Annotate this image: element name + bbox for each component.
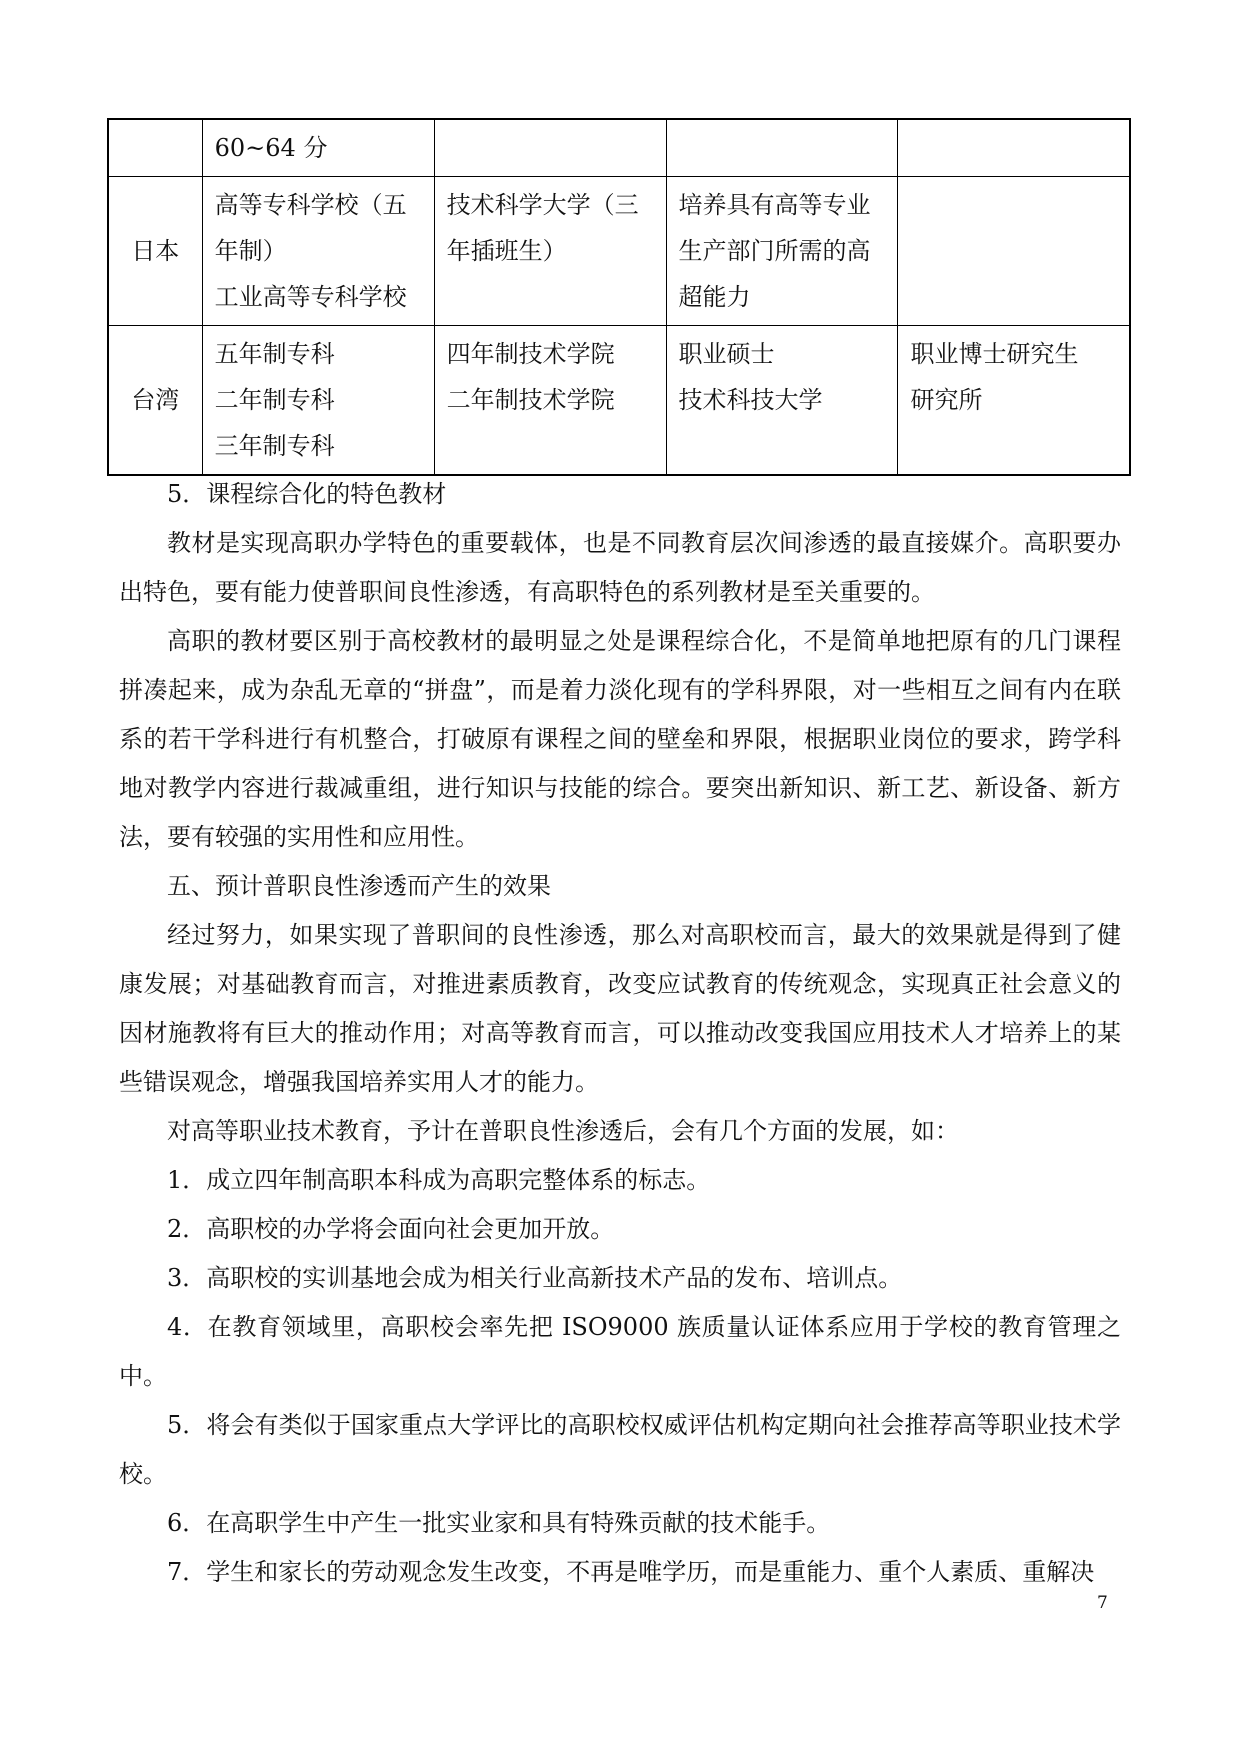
table-cell: [666, 119, 898, 177]
table-cell: [202, 119, 434, 177]
table-cell: [202, 177, 434, 326]
cell-text-line: 研究所: [910, 386, 983, 414]
paragraph: 高职的教材要区别于高校教材的最明显之处是课程综合化，不是简单地把原有的几门课程拼凑起来，成为杂乱无章的“拼盘”，而是着力淡化现有的学科界限，对一些相互之间有内在联系的若干学科进行有机整合，打破原有课程之间的壁垒和界限，根据职业岗位的要求，跨学科地对教学内容进行裁减重组，进行知识与技能的综合。要突出新知识、新工艺、新设备、新方法，要有较强的实用性和应用性。: [119, 627, 1121, 851]
table-cell: [434, 177, 666, 326]
cell-text-line: 年插班生）: [446, 237, 567, 265]
table-row: [108, 119, 1130, 177]
table-cell: [666, 177, 898, 326]
cell-text-line: 超能力: [678, 283, 751, 311]
table-row: [108, 177, 1130, 326]
cell-text-line: 生产部门所需的高: [678, 237, 871, 265]
cell-text-line: 高等专科学校（五: [214, 191, 407, 219]
cell-text-line: 二年制专科: [214, 386, 335, 414]
cell-text-line: 60~64 分: [214, 134, 328, 162]
table-body: [108, 119, 1130, 475]
region-cell: 日本: [108, 177, 202, 326]
paragraph: 2．高职校的办学将会面向社会更加开放。: [167, 1215, 615, 1243]
body-text: [119, 470, 1121, 1597]
region-cell: [108, 119, 202, 177]
cell-text-line: 职业博士研究生: [910, 340, 1079, 368]
comparison-table: [107, 118, 1131, 476]
table-cell: [898, 326, 1130, 476]
table-cell: [202, 326, 434, 476]
cell-text-line: 工业高等专科学校: [214, 283, 407, 311]
cell-text-line: 技术科学大学（三: [446, 191, 639, 219]
paragraph: 4．在教育领域里，高职校会率先把 ISO9000 族质量认证体系应用于学校的教育管理之中。: [119, 1313, 1121, 1390]
paragraph: 6．在高职学生中产生一批实业家和具有特殊贡献的技术能手。: [167, 1509, 831, 1537]
table-cell: [434, 119, 666, 177]
paragraph: 五、预计普职良性渗透而产生的效果: [167, 872, 551, 900]
page-number: 7: [1097, 1593, 1108, 1613]
table-row: [108, 326, 1130, 476]
paragraph: 1．成立四年制高职本科成为高职完整体系的标志。: [167, 1166, 711, 1194]
paragraph: 教材是实现高职办学特色的重要载体，也是不同教育层次间渗透的最直接媒介。高职要办出特色，要有能力使普职间良性渗透，有高职特色的系列教材是至关重要的。: [119, 529, 1121, 606]
table-cell: [898, 119, 1130, 177]
table-cell: [434, 326, 666, 476]
cell-text-line: 技术科技大学: [678, 386, 823, 414]
paragraph: 7．学生和家长的劳动观念发生改变，不再是唯学历，而是重能力、重个人素质、重解决: [167, 1558, 1095, 1586]
paragraph: 5．将会有类似于国家重点大学评比的高职校权威评估机构定期向社会推荐高等职业技术学校。: [119, 1411, 1121, 1488]
region-cell: 台湾: [108, 326, 202, 476]
table-cell: [666, 326, 898, 476]
paragraph: 5．课程综合化的特色教材: [167, 480, 447, 508]
paragraph: 对高等职业技术教育，予计在普职良性渗透后，会有几个方面的发展，如：: [167, 1117, 959, 1145]
cell-text-line: 三年制专科: [214, 432, 335, 460]
cell-text-line: 职业硕士: [678, 340, 775, 368]
paragraph: 经过努力，如果实现了普职间的良性渗透，那么对高职校而言，最大的效果就是得到了健康发展；对基础教育而言，对推进素质教育，改变应试教育的传统观念，实现真正社会意义的因材施教将有巨大的推动作用；对高等教育而言，可以推动改变我国应用技术人才培养上的某些错误观念，增强我国培养实用人才的能力。: [119, 921, 1121, 1096]
cell-text-line: 四年制技术学院: [446, 340, 615, 368]
cell-text-line: 二年制技术学院: [446, 386, 615, 414]
cell-text-line: 年制）: [214, 237, 287, 265]
cell-text-line: 培养具有高等专业: [678, 191, 871, 219]
cell-text-line: 五年制专科: [214, 340, 335, 368]
table-cell: [898, 177, 1130, 326]
paragraph: 3．高职校的实训基地会成为相关行业高新技术产品的发布、培训点。: [167, 1264, 903, 1292]
